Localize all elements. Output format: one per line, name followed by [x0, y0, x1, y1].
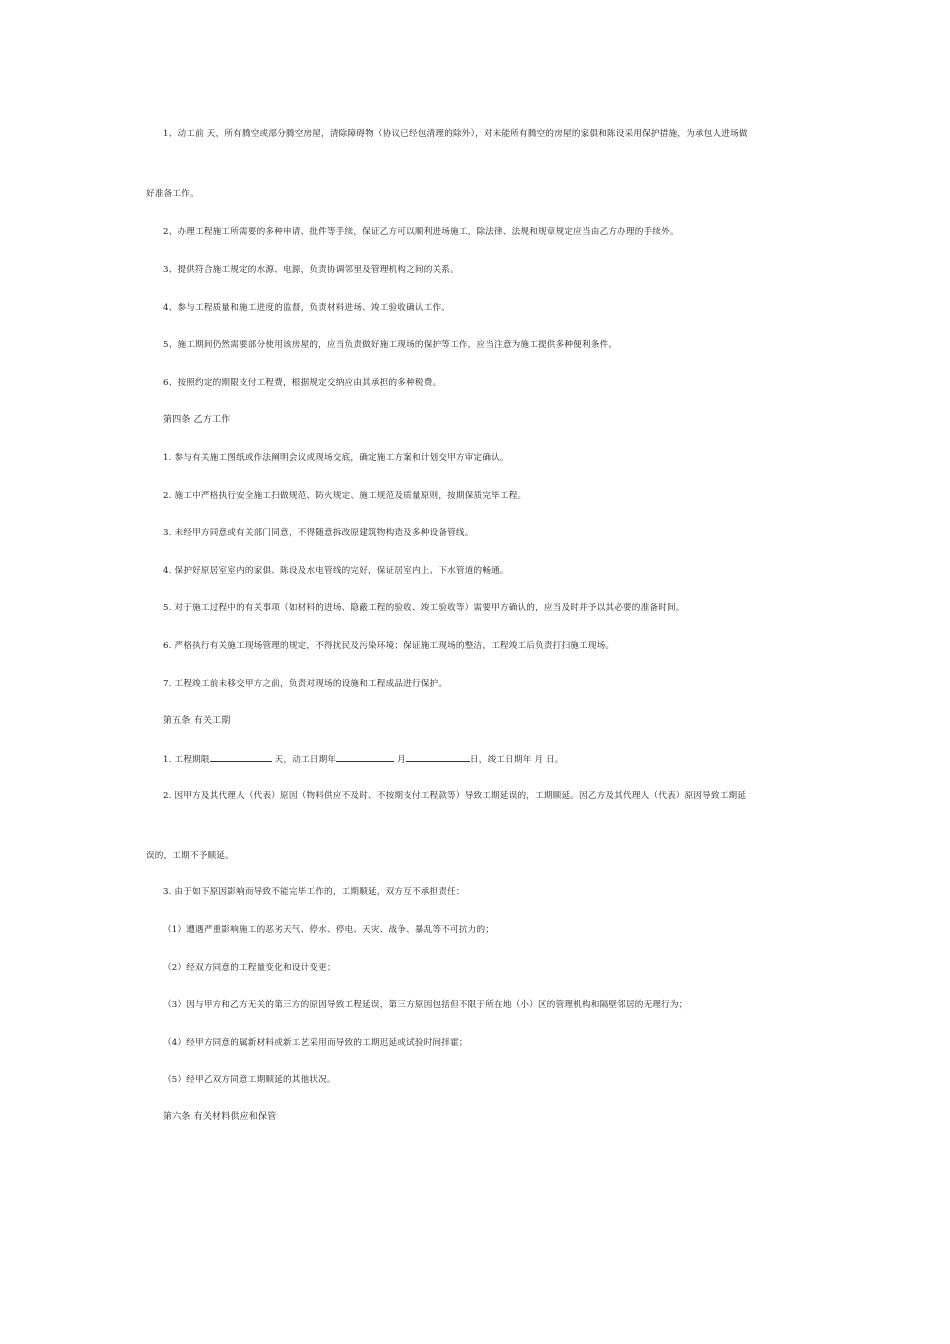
clause-3-item-1-line-1: 1、动工前 天，所有腾空或部分腾空房屋，清除障碍物（协议已经包清理的除外），对未能所有腾空的房屋的家俱和陈设采用保护措施，为承包人进场做: [163, 129, 748, 139]
article-4-item-7: 7. 工程竣工前未移交甲方之前，负责对现场的设施和工程成品进行保护。: [163, 679, 448, 689]
article-4-item-1: 1. 参与有关施工图纸或作法阐明会议或现场交底，确定施工方案和计划交甲方审定确认。: [163, 453, 509, 463]
clause-3-item-1-line-2: 好准备工作。: [146, 189, 199, 199]
article-5-heading: 第五条 有关工期: [163, 716, 231, 726]
period-month-label: 月: [394, 755, 406, 765]
article-5-reason-3: （3）因与甲方和乙方无关的第三方的原因导致工程延误，第三方原因包括但不限于所在地（小）区的管理机构和隔壁邻居的无理行为；: [163, 1000, 688, 1010]
article-5-item-2-line-1: 2. 因甲方及其代理人（代表）原因（物料供应不及时、不按期支付工程款等）导致工期延误的，工期顺延。因乙方及其代理人（代表）原因导致工期延: [163, 791, 747, 801]
article-5-reason-5: （5）经甲乙双方同意工期顺延的其他状况。: [163, 1075, 336, 1085]
article-4-item-5: 5. 对于施工过程中的有关事项（如材料的进场、隐蔽工程的验收、竣工验收等）需要甲方确认的，应当及时并予以其必要的准备时间。: [163, 603, 685, 613]
article-5-reason-2: （2）经双方同意的工程量变化和设计变更；: [163, 963, 336, 973]
clause-3-item-4: 4、参与工程质量和施工进度的监督，负责材料进场、竣工验收确认工作。: [163, 303, 451, 313]
article-5-reason-4: （4）经甲方同意的属新材料或新工艺采用而导致的工期迟延或试验时间拝霍；: [163, 1038, 468, 1048]
clause-3-item-6: 6、按照约定的期限支付工程费，根据规定交纳应由其承担的多种税费。: [163, 378, 442, 388]
clause-3-item-5: 5、施工期间仍然需要部分使用该房屋的，应当负责做好施工现场的保护等工作，应当注意为施工提供多种便利条件。: [163, 340, 618, 350]
article-4-item-2: 2. 施工中严格执行安全施工扫做规范、防火规定、施工规范及质量原则，按期保质完毕工程。: [163, 491, 527, 501]
clause-3-item-3: 3、提供符合施工规定的水源、电源，负责协调邻里及管理机构之间的关系。: [163, 265, 459, 275]
period-label: 1. 工程期限: [163, 755, 210, 765]
article-6-heading: 第六条 有关材料供应和保管: [163, 1112, 277, 1122]
clause-3-item-2: 2、办理工程施工所需要的多种申请、批件等手续，保证乙方可以顺利进场施工，除法律、法规和规章规定应当由乙方办理的手续外。: [163, 227, 679, 237]
article-5-reason-1: （1）遭遇严重影响施工的恶劣天气、停水、停电、天灾、战争、暴乱等不可抗力的；: [163, 925, 495, 935]
article-5-item-1-period: [163, 752, 564, 766]
start-day-blank[interactable]: [406, 752, 470, 762]
article-4-item-6: 6. 严格执行有关施工现场管理的规定，不得扰民及污染环境；保证施工现场的整洁，工程竣工后负责打扫施工现场。: [163, 641, 615, 651]
article-4-item-3: 3. 未经甲方同意或有关部门同意，不得随意拆改原建筑物构造及多种设备管线。: [163, 528, 474, 538]
article-5-item-2-line-2: 误的，工期不予顺延。: [146, 851, 234, 861]
period-start-label: 天，动工日期年: [271, 755, 337, 765]
start-year-blank[interactable]: [336, 752, 394, 762]
article-4-item-4: 4. 保护好原居室室内的家俱、陈设及水电管线的完好，保证居室内上、下水管道的畅通。: [163, 566, 509, 576]
period-end-label: 日，竣工日期年 月 日。: [469, 755, 564, 765]
period-days-blank[interactable]: [210, 752, 272, 762]
article-5-item-3: 3. 由于如下原因影响而导致不能完毕工作的，工期顺延，双方互不承担责任：: [163, 887, 465, 897]
article-4-heading: 第四条 乙方工作: [163, 415, 231, 425]
